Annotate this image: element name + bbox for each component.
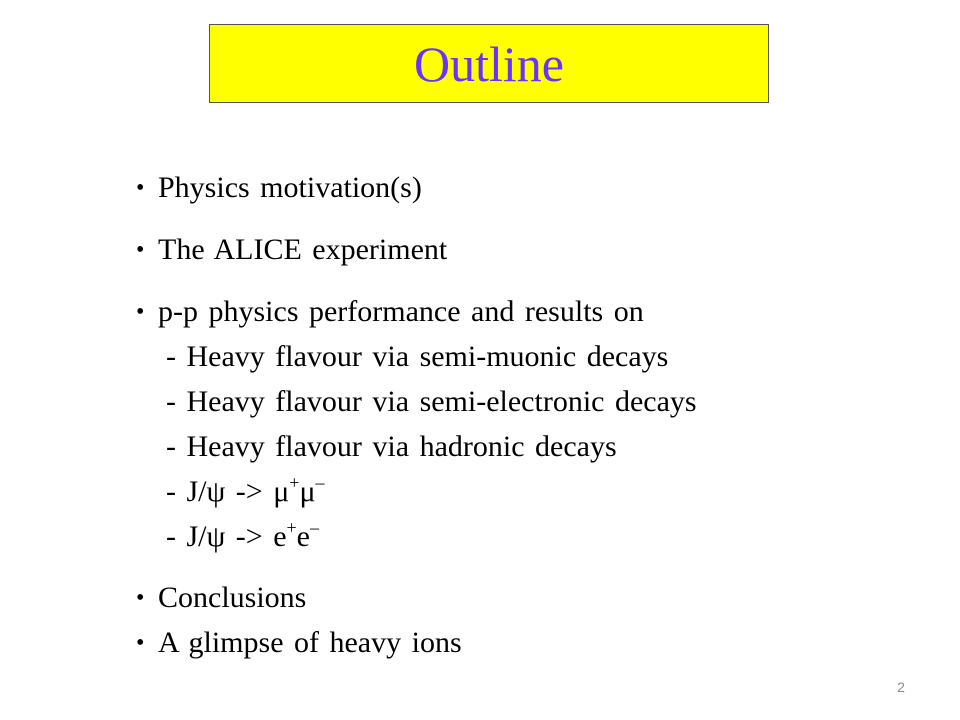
bullet-icon: • [136, 237, 145, 263]
sub-item-particle: μ [299, 475, 316, 508]
sub-item-semi-muonic [166, 339, 668, 375]
bullet-item-conclusions [136, 580, 306, 616]
bullet-text: The ALICE experiment [158, 233, 448, 266]
bullet-text: p-p physics performance and results on [158, 295, 644, 328]
bullet-icon: • [136, 630, 145, 656]
bullet-icon: • [136, 175, 145, 201]
superscript-plus: + [289, 472, 300, 493]
sub-item-hadronic [166, 429, 617, 465]
sub-item-jpsi-dielectron [166, 519, 319, 555]
bullet-item-pp-physics [136, 294, 644, 330]
bullet-item-physics-motivation [136, 170, 422, 206]
superscript-plus: + [286, 517, 297, 538]
bullet-text: Conclusions [158, 581, 307, 614]
sub-item-jpsi-dimuon [166, 474, 325, 510]
sub-item-text: - Heavy flavour via semi-muonic decays [166, 340, 669, 373]
bullet-item-heavy-ions [136, 625, 462, 661]
sub-item-particle: e [296, 520, 310, 553]
bullet-text: A glimpse of heavy ions [158, 626, 462, 659]
slide-title: Outline [414, 35, 564, 92]
page-number: 2 [897, 679, 905, 695]
sub-item-semi-electronic [166, 384, 697, 420]
title-box [209, 24, 769, 103]
sub-item-prefix: - J/ψ -> e [166, 520, 287, 553]
superscript-minus: – [315, 472, 325, 493]
bullet-item-alice-experiment [136, 232, 447, 268]
bullet-icon: • [136, 299, 145, 325]
sub-item-prefix: - J/ψ -> μ [166, 475, 290, 508]
bullet-text: Physics motivation(s) [158, 171, 422, 204]
bullet-icon: • [136, 585, 145, 611]
sub-item-text: - Heavy flavour via semi-electronic decays [166, 385, 697, 418]
sub-item-text: - Heavy flavour via hadronic decays [166, 430, 617, 463]
superscript-minus: – [310, 517, 319, 538]
